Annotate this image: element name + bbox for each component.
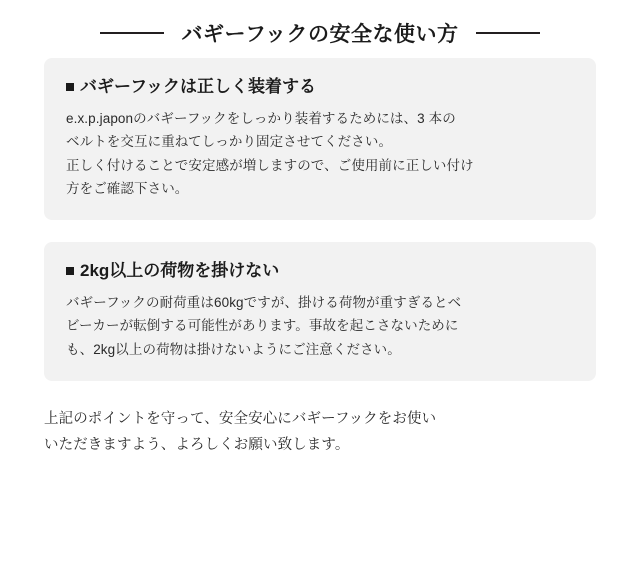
heading-right-rule-icon — [476, 32, 540, 34]
closing-line: 上記のポイントを守って、安全安心にバギーフックをお使い — [44, 410, 437, 427]
closing-message — [44, 403, 596, 459]
section-body-line: 方をご確認下さい。 — [66, 180, 189, 196]
section-body-line: e.x.p.japonのバギーフックをしっかり装着するためには、3 本の — [66, 111, 456, 127]
section-body-line: ビーカーが転倒する可能性があります。事故を起こさないために — [66, 318, 459, 334]
heading-left-rule-icon — [100, 32, 164, 34]
closing-line: いただきますよう、よろしくお願い致します。 — [44, 436, 350, 453]
section-body-1 — [66, 107, 574, 200]
square-bullet-icon — [66, 83, 74, 91]
section-body-line: 正しく付けることで安定感が増しますので、ご使用前に正しい付け — [66, 157, 474, 173]
square-bullet-icon — [66, 267, 74, 275]
section-title-row-1 — [66, 76, 574, 98]
section-title-2: 2kg以上の荷物を掛けない — [80, 260, 280, 280]
section-body-line: バギーフックの耐荷重は60kgですが、掛ける荷物が重すぎるとベ — [66, 295, 462, 311]
section-title-row-2 — [66, 260, 574, 282]
section-card-2 — [44, 242, 596, 381]
section-body-line: も、2kg以上の荷物は掛けないようにご注意ください。 — [66, 341, 401, 357]
section-body-line: ベルトを交互に重ねてしっかり固定させてください。 — [66, 134, 393, 150]
section-card-1 — [44, 58, 596, 220]
page-title: バギーフックの安全な使い方 — [181, 23, 459, 46]
page-heading — [0, 0, 640, 58]
section-body-2 — [66, 291, 574, 361]
section-title-1: バギーフックは正しく装着する — [80, 77, 316, 96]
